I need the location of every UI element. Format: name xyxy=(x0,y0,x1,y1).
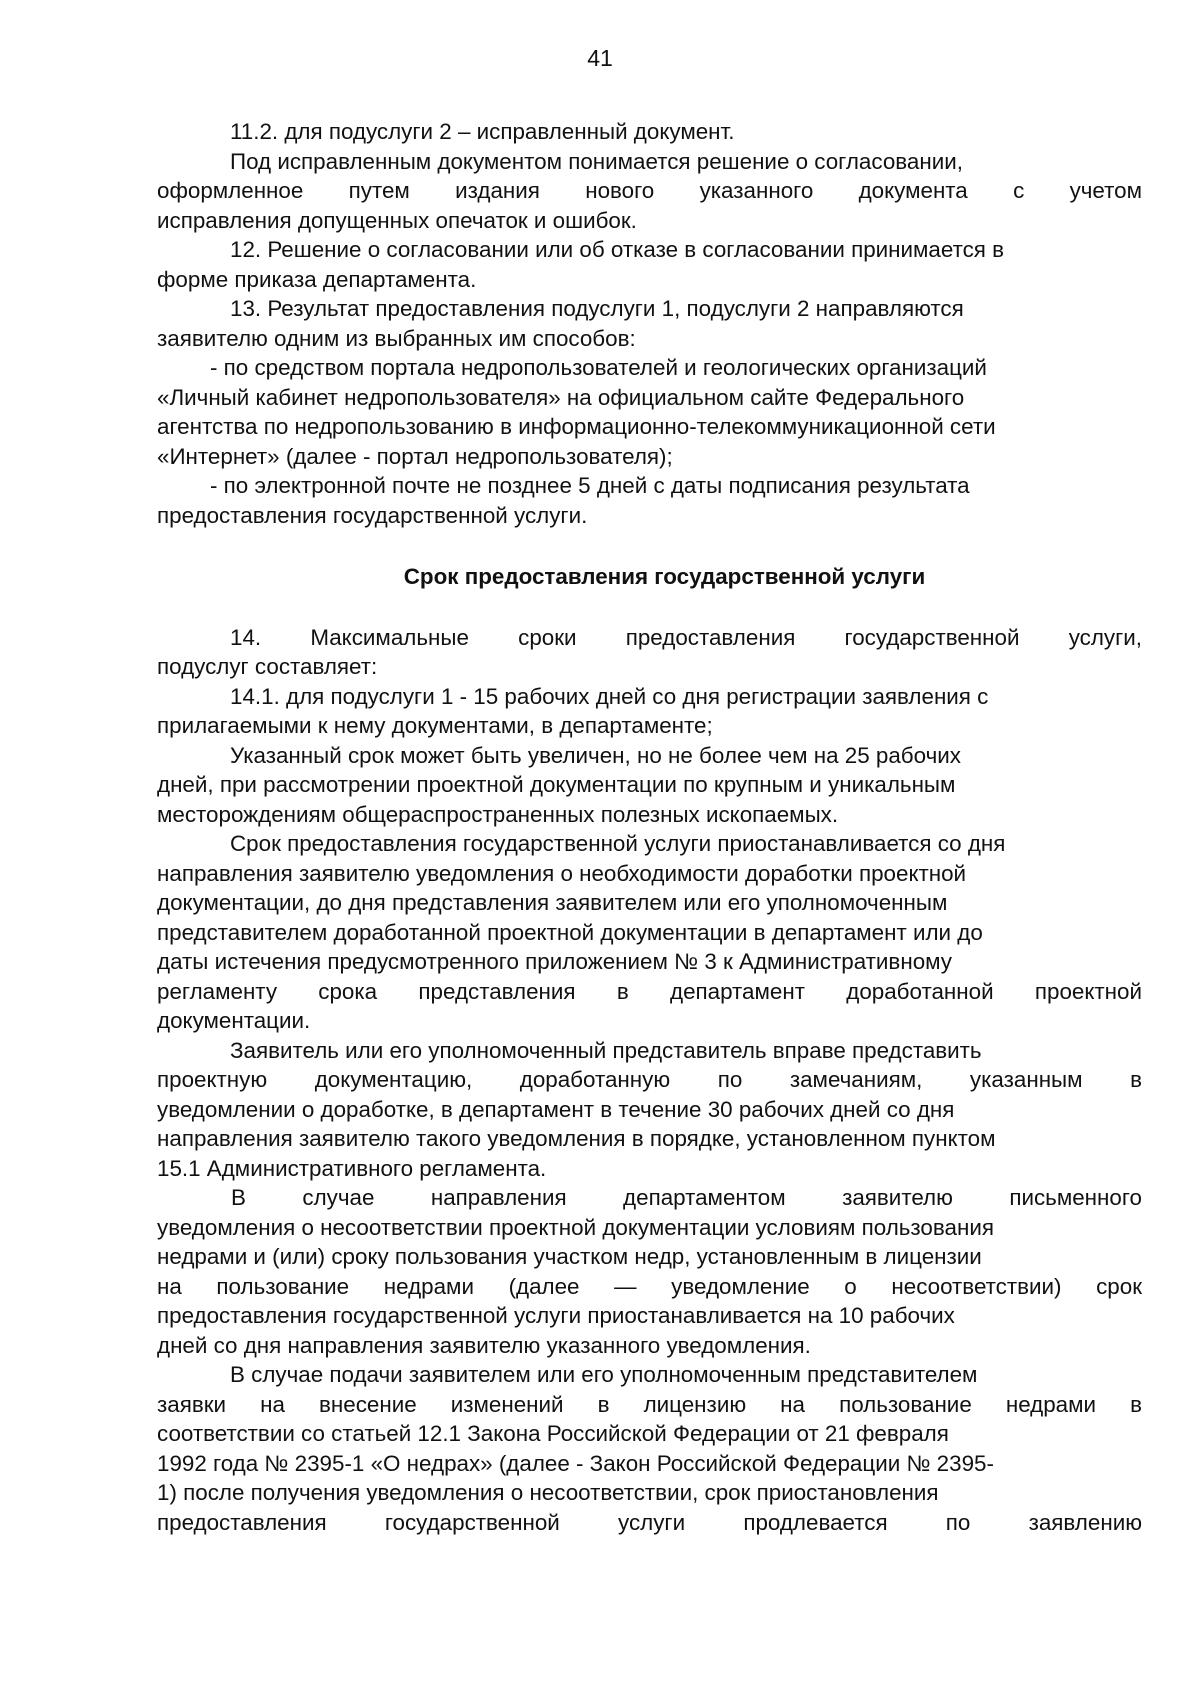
text-line: направления заявителю такого уведомления в порядке, установленном пунктом xyxy=(157,1126,996,1151)
text-line: Заявитель или его уполномоченный представитель вправе представить xyxy=(230,1037,982,1063)
text-line: документации. xyxy=(157,1008,311,1033)
text-line: заявителю одним из выбранных им способов: xyxy=(157,325,636,351)
text-line: месторождениям общераспространенных полезных ископаемых. xyxy=(157,801,839,827)
text-line: представителем доработанной проектной документации в департамент или до xyxy=(157,919,983,945)
text-line: оформленное путем издания нового указанного документа с учетом xyxy=(157,178,1142,203)
text-line: - по электронной почте не позднее 5 дней с даты подписания результата xyxy=(210,473,970,498)
text-line: уведомлении о доработке, в департамент в течение 30 рабочих дней со дня xyxy=(157,1096,955,1122)
text-line: Указанный срок может быть увеличен, но не более чем на 25 рабочих xyxy=(230,742,961,768)
text-line: документации, до дня представления заявителем или его уполномоченным xyxy=(157,890,948,915)
text-line: дней, при рассмотрении проектной документации по крупным и уникальным xyxy=(157,772,956,797)
text-line: «Личный кабинет недропользователя» на официальном сайте Федерального xyxy=(157,384,965,410)
text-line: 11.2. для подуслуги 2 – исправленный документ. xyxy=(230,119,735,144)
text-line: 1992 года № 2395-1 «О недрах» (далее - Закон Российской Федерации № 2395- xyxy=(157,1450,994,1476)
text-line: 12. Решение о согласовании или об отказе в согласовании принимается в xyxy=(230,237,1005,262)
text-line: на пользование недрами (далее — уведомление о несоответствии) срок xyxy=(157,1273,1142,1299)
text-line: агентства по недропользованию в информационно-телекоммуникационной сети xyxy=(157,414,996,439)
text-line: прилагаемыми к нему документами, в департаменте; xyxy=(157,713,713,738)
text-line: Под исправленным документом понимается решение о согласовании, xyxy=(230,148,963,174)
text-line: 1) после получения уведомления о несоответствии, срок приостановления xyxy=(157,1480,939,1505)
text-line: В случае направления департаментом заявителю письменного xyxy=(231,1185,1142,1210)
text-line: направления заявителю уведомления о необходимости доработки проектной xyxy=(157,860,967,886)
text-line: предоставления государственной услуги приостанавливается на 10 рабочих xyxy=(157,1303,955,1328)
text-line: Срок предоставления государственной услуги приостанавливается со дня xyxy=(230,831,1006,856)
text-line: - по средством портала недропользователей и геологических организаций xyxy=(210,355,987,380)
text-line: проектную документацию, доработанную по замечаниям, указанным в xyxy=(157,1067,1142,1092)
text-line: форме приказа департамента. xyxy=(157,266,477,292)
text-line: заявки на внесение изменений в лицензию на пользование недрами в xyxy=(157,1391,1142,1417)
text-line: «Интернет» (далее - портал недропользователя); xyxy=(157,443,673,469)
section-heading: Срок предоставления государственной услуги xyxy=(403,564,926,589)
page-number: 41 xyxy=(587,45,613,71)
text-line: даты истечения предусмотренного приложением № 3 к Административному xyxy=(157,949,952,974)
text-line: 15.1 Административного регламента. xyxy=(157,1155,547,1181)
document-body xyxy=(157,117,1142,1537)
text-line: 14. Максимальные сроки предоставления государственной услуги, xyxy=(230,624,1142,650)
text-line: предоставления государственной услуги. xyxy=(157,502,588,528)
text-line: дней со дня направления заявителю указанного уведомления. xyxy=(157,1332,811,1358)
text-line: исправления допущенных опечаток и ошибок. xyxy=(157,207,637,233)
text-line: соответствии со статьей 12.1 Закона Российской Федерации от 21 февраля xyxy=(157,1421,949,1446)
text-line: 13. Результат предоставления подуслуги 1, подуслуги 2 направляются xyxy=(230,296,964,321)
text-line: регламенту срока представления в департамент доработанной проектной xyxy=(157,978,1142,1004)
text-line: 14.1. для подуслуги 1 - 15 рабочих дней со дня регистрации заявления с xyxy=(230,683,989,709)
text-line: подуслуг составляет: xyxy=(157,654,378,679)
text-line: уведомления о несоответствии проектной документации условиям пользования xyxy=(157,1214,994,1240)
text-line: В случае подачи заявителем или его уполномоченным представителем xyxy=(230,1362,978,1387)
text-line: предоставления государственной услуги продлевается по заявлению xyxy=(157,1509,1142,1535)
text-line: недрами и (или) сроку пользования участком недр, установленным в лицензии xyxy=(157,1244,982,1269)
